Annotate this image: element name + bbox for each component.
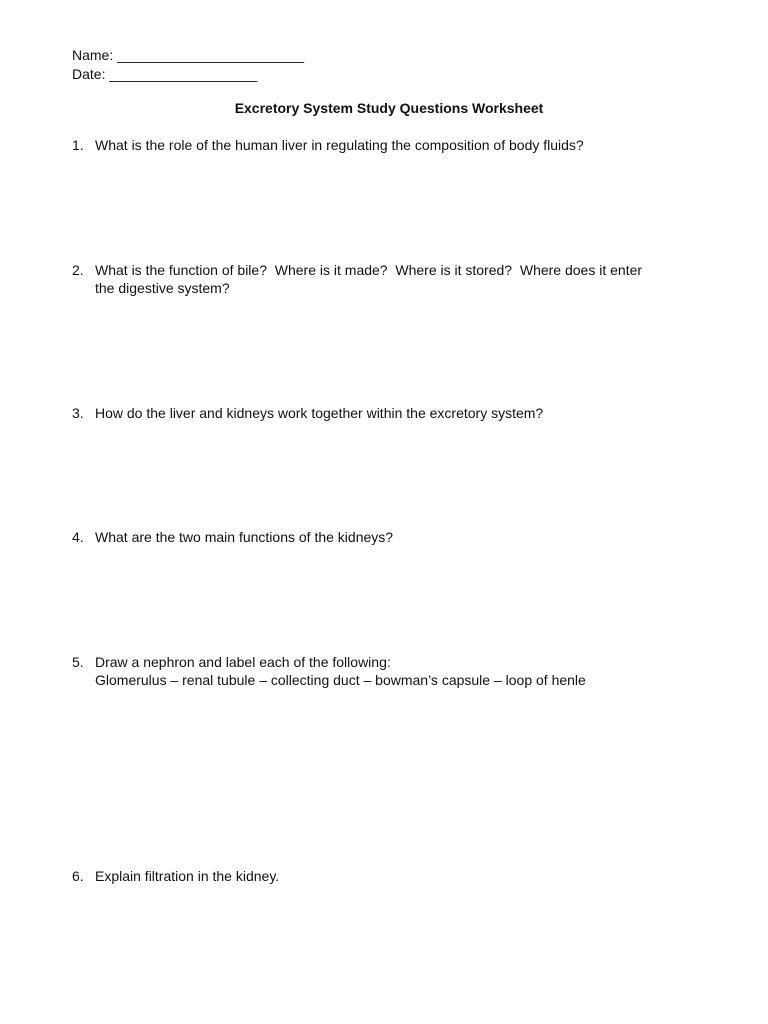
question-line: Explain filtration in the kidney. (95, 868, 280, 884)
question-text (95, 867, 710, 885)
question-text (95, 404, 710, 422)
question-number: 4. (72, 529, 84, 545)
question-line: the digestive system? (95, 280, 230, 296)
question-line: What is the function of bile? Where is it made? Where is it stored? Where does it enter (95, 262, 643, 278)
worksheet-title: Excretory System Study Questions Worksheet (234, 100, 544, 116)
question-line: Glomerulus – renal tubule – collecting duct – bowman’s capsule – loop of henle (95, 672, 586, 688)
question-line: Draw a nephron and label each of the following: (95, 654, 391, 670)
question-number: 5. (72, 654, 84, 670)
question-number: 6. (72, 868, 84, 884)
date-field: Date: ___________________ (72, 66, 258, 82)
question-line: What is the role of the human liver in regulating the composition of body fluids? (95, 137, 584, 153)
name-field: Name: ________________________ (72, 47, 304, 63)
question-number: 1. (72, 137, 84, 153)
question-line: What are the two main functions of the kidneys? (95, 529, 394, 545)
question-text (95, 528, 710, 546)
question-text (95, 653, 710, 689)
question-number: 3. (72, 405, 84, 421)
question-text (95, 136, 710, 154)
question-number: 2. (72, 262, 84, 278)
question-line: How do the liver and kidneys work together within the excretory system? (95, 405, 544, 421)
question-text (95, 261, 710, 297)
